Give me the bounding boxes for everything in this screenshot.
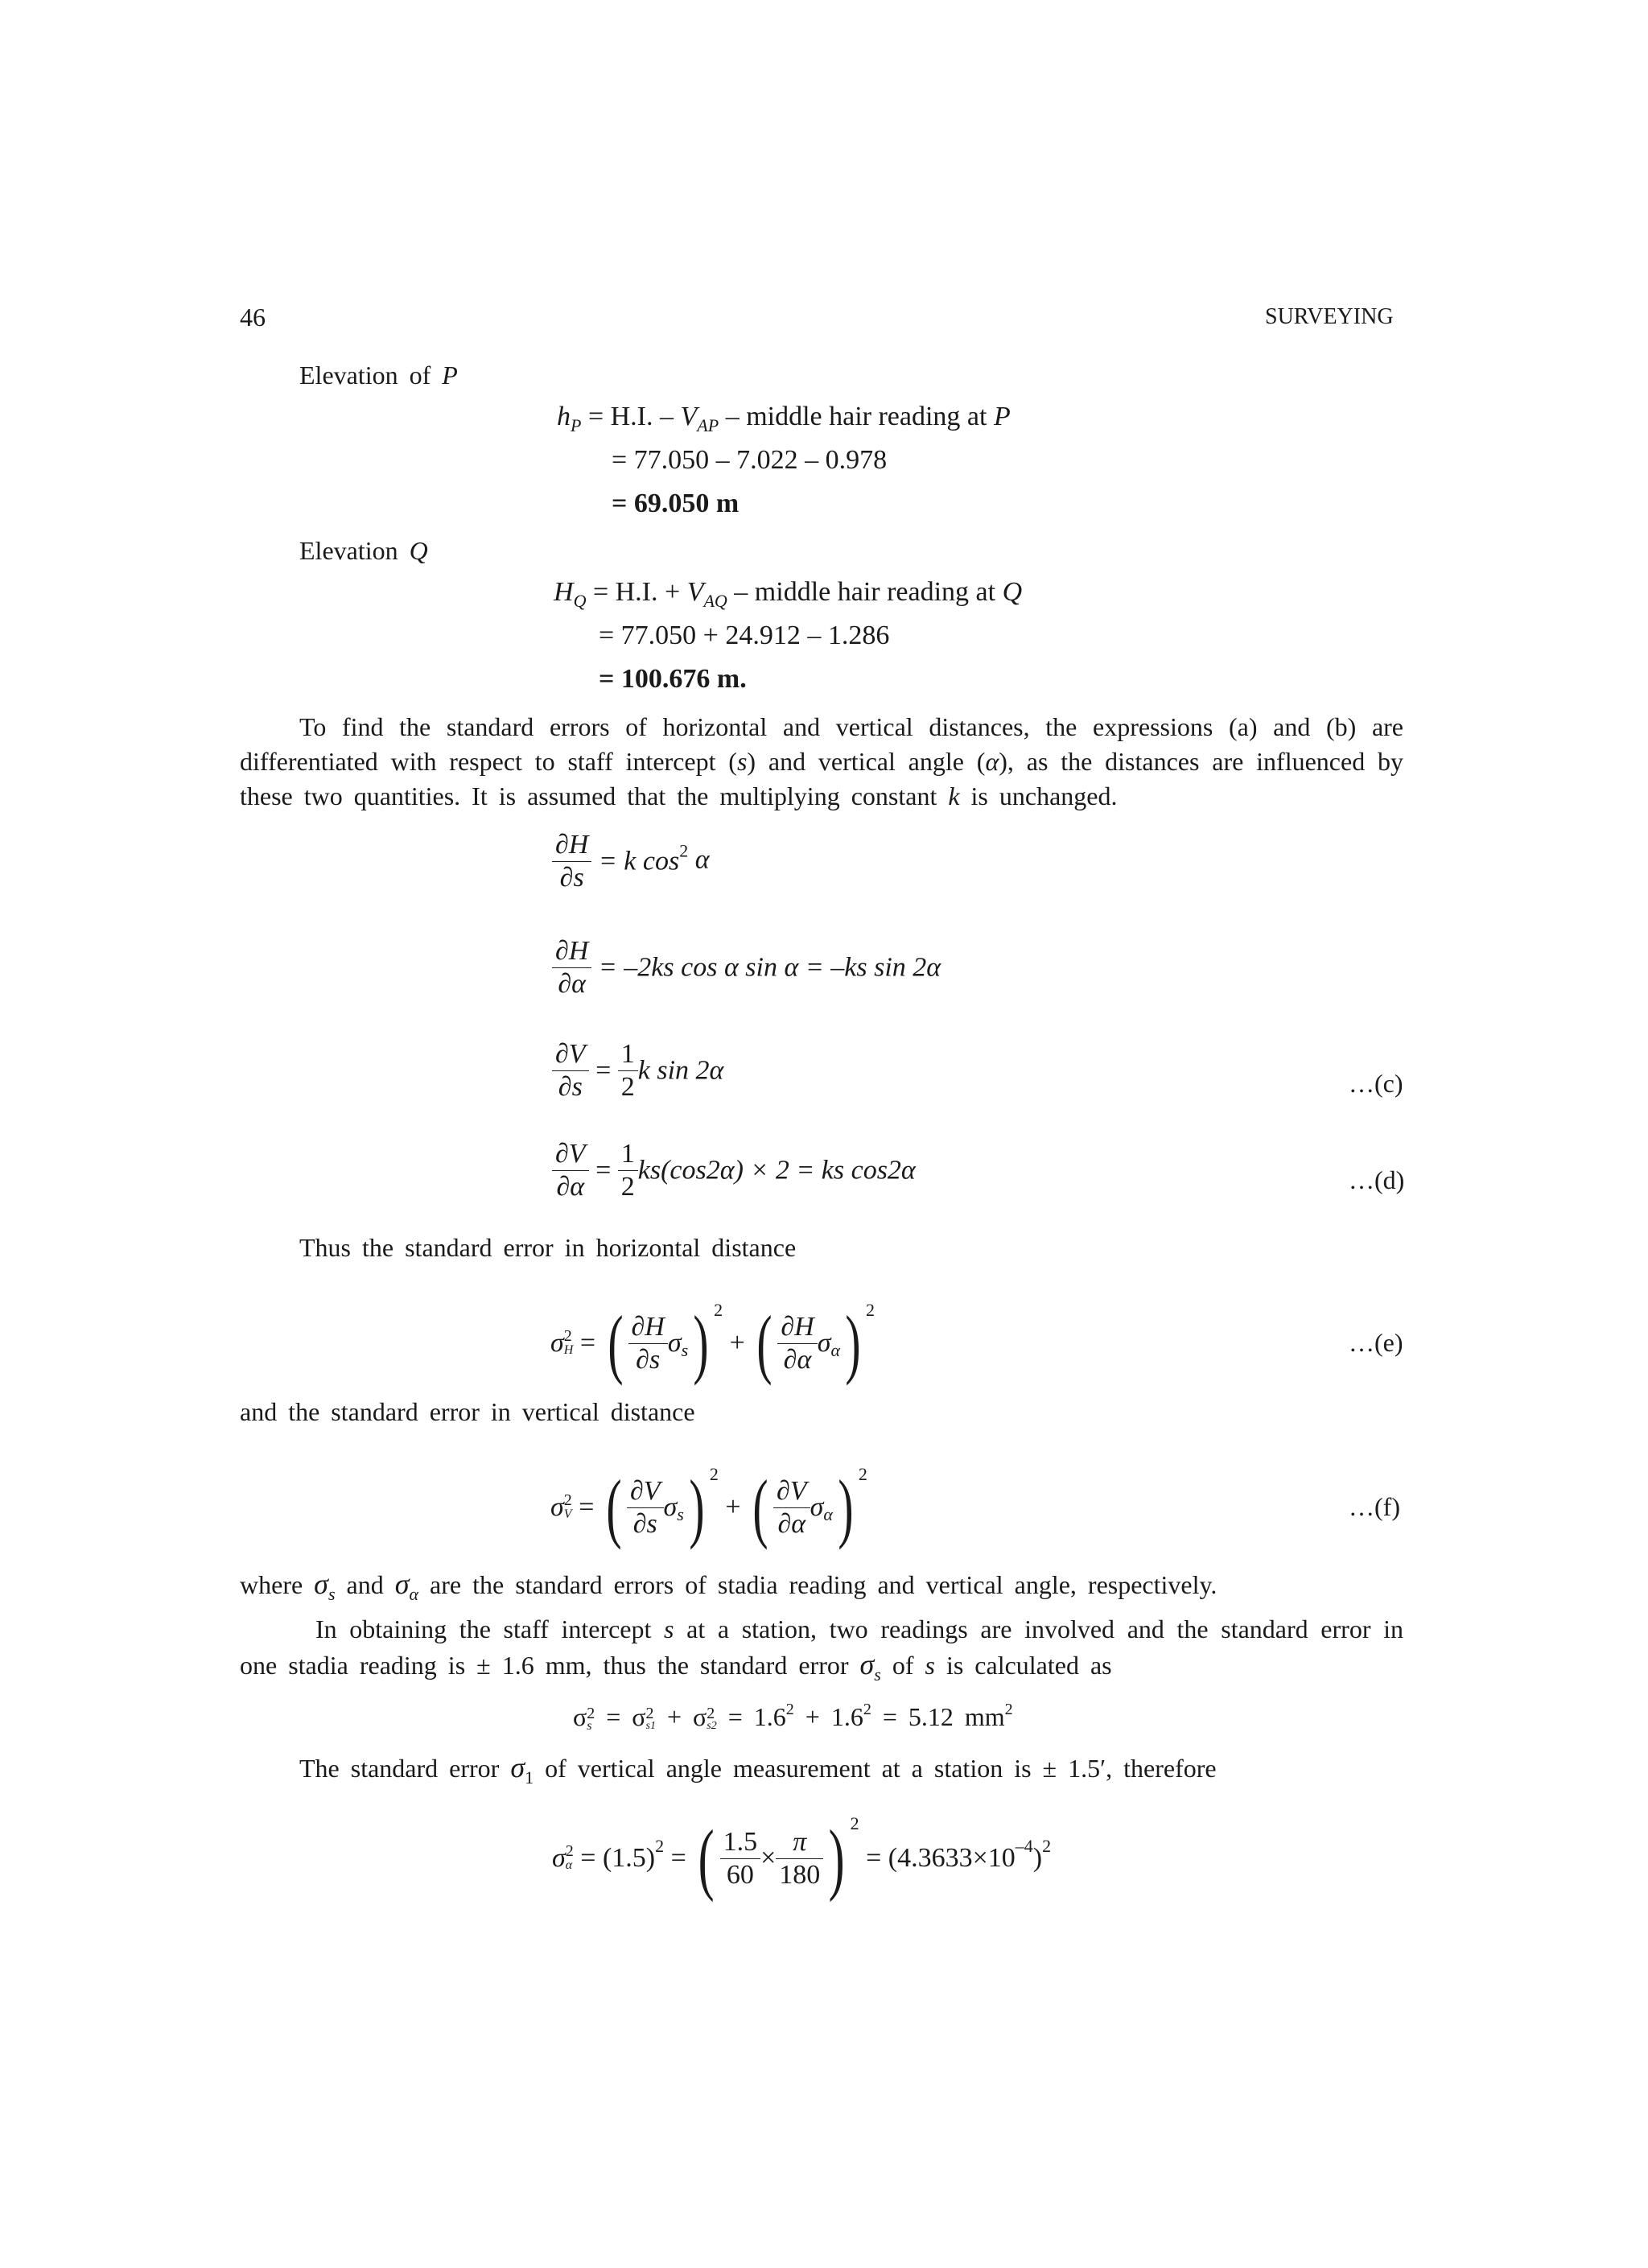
equation-tag-f: …(f) (1349, 1492, 1400, 1521)
elevation-p-result: = 69.050 m (612, 489, 740, 518)
running-title: SURVEYING (1265, 304, 1394, 329)
page-number: 46 (240, 303, 266, 332)
text-where: where $\sigma_s$ and $\sigma_\alpha$ are the standard errors of stadia reading and vertical angle, respectively. (240, 1568, 1217, 1604)
paragraph-staff-intercept: In obtaining the staff intercept s at a station, two readings are involved and the standard error in one stadia reading is ± 1.6 mm, thus the standard error $\sigma_s$ of s is calculated as (240, 1614, 1404, 1685)
equation-dV-dalpha: $\frac{\partial V}{\partial\alpha}$ = $\frac{1}{2}$ ks(cos2α) × 2 = ks cos2α (552, 1138, 916, 1203)
equation-tag-c: …(c) (1349, 1069, 1403, 1098)
elevation-p-line-2: = 77.050 – 7.022 – 0.978 (612, 445, 888, 475)
paragraph-vertical-angle: The standard error $\sigma_1$ of vertical angle measurement at a station is ± 1.5′, therefore (299, 1751, 1217, 1788)
equation-tag-d: …(d) (1349, 1165, 1405, 1194)
equation-sigma-v: σ 2 V = ( $\frac{\partial V}{\partial s}$ $\sigma_s$) $^2$ + ( $\frac{\partial V}{\partial\alpha}$ $\sigma_\alpha$) $^2$ (550, 1464, 867, 1551)
elevation-p-label: Elevation of P (299, 361, 458, 390)
equation-dH-ds: $\frac{\partial H}{\partial s}$ = k $\cos^2 \alpha$ (552, 829, 710, 894)
equation-sigma-alpha-squared: σ 2 α = $(1.5)^2$ = ( $\frac{1.5}{60}$ × $\frac{\pi}{180}$ ) $^2 = (4.3633\times 10^{-4})^2$ (552, 1813, 1052, 1903)
equation-sigma-h: σ 2 H = ( $\frac{\partial H}{\partial s}$ $\sigma_s$) $^2$ + ( $\frac{\partial H}{\partial\alpha}$ $\sigma_\alpha$) $^2$ (550, 1300, 875, 1387)
equation-tag-e: …(e) (1349, 1328, 1403, 1357)
paragraph-differentiation: To find the standard errors of horizontal and vertical distances, the expressions (a) and (b) are differentiated with respect to staff intercept (s) and vertical angle (α), as the distances are influenced by these two quantities. It is assumed that the multiplying constant k is unchanged. (240, 712, 1404, 810)
equation-dV-ds: $\frac{\partial V}{\partial s}$ = $\frac{1}{2}$ k sin 2α (552, 1038, 723, 1103)
elevation-p-line-1: $h_P = H.I$. – $V_{AP}$ – middle hair reading at P (557, 402, 1011, 435)
equation-sigma-s-squared: σ 2 s = σ 2 s1 + σ 2 s2 = $1.6^2 + 1.6^2 = 5.12$ $mm^2$ (573, 1701, 1013, 1733)
equation-dH-dalpha: $\frac{\partial H}{\partial\alpha}$ = –2ks cos α sin α = –ks sin 2α (552, 935, 941, 1000)
elevation-q-label: Elevation Q (299, 536, 428, 565)
text-thus: Thus the standard error in horizontal distance (299, 1233, 797, 1262)
text-and-vertical: and the standard error in vertical distance (240, 1397, 695, 1426)
elevation-q-result: = 100.676 m. (599, 664, 747, 694)
elevation-q-line-2: = 77.050 + 24.912 – 1.286 (599, 621, 890, 650)
elevation-q-line-1: $H_Q = H.I$. + $V_{AQ}$ – middle hair reading at Q (554, 577, 1023, 611)
